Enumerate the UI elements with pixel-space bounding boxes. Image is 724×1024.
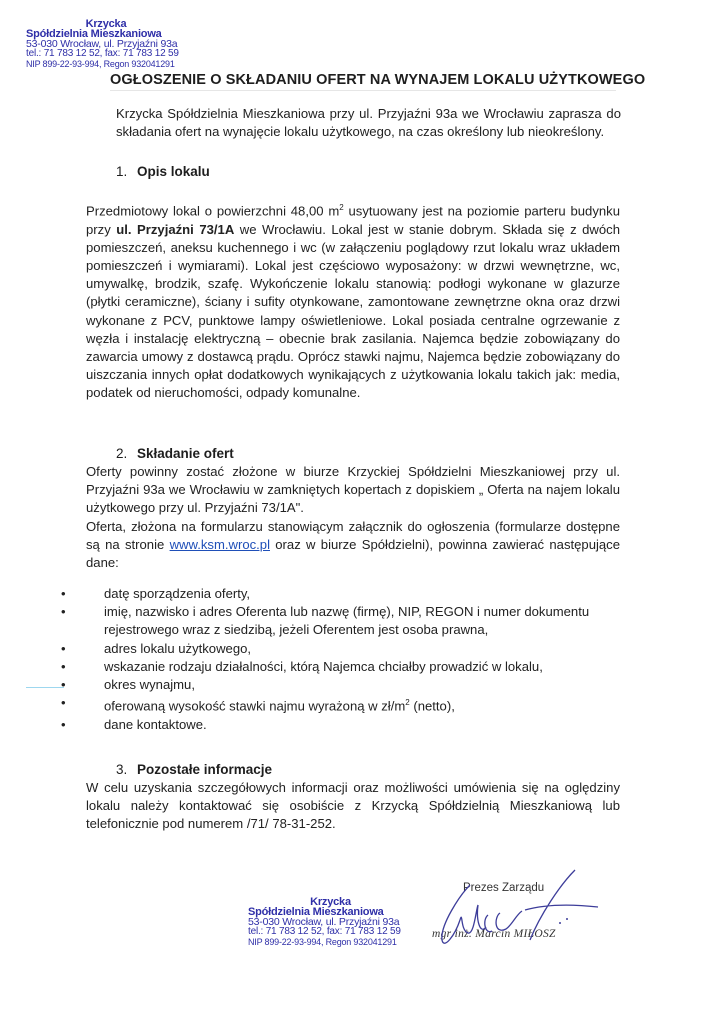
handwritten-signature-icon (430, 865, 600, 955)
section-3-heading (116, 762, 272, 777)
text-run: oraz w biurze Spółdzielni), powinna zawierać następujące dane: (86, 536, 621, 571)
section-label: Składanie ofert (137, 446, 234, 461)
list-item (58, 640, 628, 658)
intro-paragraph: Krzycka Spółdzielnia Mieszkaniowa przy ul. Przyjaźni 93a we Wrocławiu zaprasza do składania ofert na wynajęcie lokalu użytkowego, na czas określony lub nieokreślony. (116, 106, 621, 140)
stamp-line-4: tel.: 71 783 12 52, fax: 71 783 12 59 (26, 48, 179, 59)
section-2-heading (116, 446, 234, 461)
stamp-line-4: tel.: 71 783 12 52, fax: 71 783 12 59 (248, 926, 401, 937)
section-1-paragraph (86, 199, 620, 403)
signature-name: mgr inż. Marcin MIŁOSZ (432, 928, 556, 940)
stamp-line-5: NIP 899-22-93-994, Regon 932041291 (26, 59, 175, 69)
list-item-text: okres wynajmu, (104, 677, 195, 693)
list-item-text: adres lokalu użytkowego, (104, 640, 252, 656)
list-item (58, 603, 628, 639)
section-number: 2. (116, 446, 128, 461)
required-data-list (58, 585, 628, 734)
text-run: Oferta, złożona na formularzu stanowiącym załącznik do ogłoszenia (formularze dostępne są na stronie (86, 518, 620, 552)
text-run: Przedmiotowy lokal o powierzchni 48,00 m (86, 203, 340, 219)
list-item (58, 676, 628, 694)
section-1-heading (116, 164, 210, 179)
list-item (58, 694, 628, 716)
list-item-text: dane kontaktowe. (104, 716, 207, 732)
stamp-line-2: Spółdzielnia Mieszkaniowa (248, 906, 384, 918)
stamp-line-3: 53-030 Wrocław, ul. Przyjaźni 93a (26, 38, 178, 50)
text-run: usytuowany jest na poziomie parteru budynku przy (86, 203, 620, 237)
document-title: OGŁOSZENIE O SKŁADANIU OFERT NA WYNAJEM LOKALU UŻYTKOWEGO (110, 72, 646, 88)
list-item (58, 658, 628, 676)
bullet-icon: • (61, 695, 66, 711)
stamp-line-3: 53-030 Wrocław, ul. Przyjaźni 93a (248, 916, 400, 928)
section-number: 3. (116, 762, 128, 777)
section-3-paragraph: W celu uzyskania szczegółowych informacji oraz możliwości umówienia się na oględziny lokalu należy kontaktować się osobiście z Krzycką Spółdzielnią Mieszkaniową lub telefonicznie pod numerem /71/ 78-31-252. (86, 780, 620, 832)
text-run: we Wrocławiu. Lokal jest w stanie dobrym. Składa się z dwóch pomieszczeń, aneksu kuchennego i wc (w załączeniu poglądowy rzut lokalu wraz układem pomieszczeń i wymiarami). Lokal jest częściowo wyposażony: w drzwi wewnętrzne, wc, umywalkę, brodzik, szafę. Wykończenie lokalu stanowią: podłogi wykonane w glazurze (płytki ceramiczne), ściany i sufity otynkowane, zamontowane zewnętrzne okna oraz drzwi wykonane z PCV, punktowe lampy oświetleniowe. Lokal posiada centralne ogrzewanie z węzła i instalację elektryczną – obecnie brak zasilania. Najemca będzie zobowiązany do zawarcia umowy z dostawcą prądu. Oprócz stawki najmu, Najemca będzie zobowiązany do uiszczania innych opłat dodatkowych wynikających z użytkowania lokalu takich jak: media, podatek od nieruchomości, odpady komunalne. (86, 221, 621, 401)
superscript: 2 (405, 698, 410, 708)
title-divider (110, 90, 616, 91)
section-label: Pozostałe informacje (137, 762, 273, 777)
submission-paragraph: Oferty powinny zostać złożone w biurze Krzyckiej Spółdzielni Mieszkaniowej przy ul. Przyjaźni 93a we Wrocławiu w zamkniętych kopertach z dopiskiem „ Oferta na najem lokalu użytkowego przy ul. Przyjaźni 73/1A". (86, 464, 620, 516)
list-item-text: wskazanie rodzaju działalności, którą Najemca chciałby prowadzić w lokalu, (104, 658, 543, 674)
bullet-icon: • (61, 677, 66, 693)
section-label: Opis lokalu (137, 164, 210, 179)
section-number: 1. (116, 164, 128, 179)
cooperative-stamp-top (26, 19, 186, 69)
website-link[interactable]: www.ksm.wroc.pl (169, 536, 270, 552)
bullet-icon: • (61, 640, 66, 656)
text-run: (netto), (409, 698, 455, 714)
list-item-text: oferowaną wysokość stawki najmu wyrażoną w zł/m (104, 698, 406, 714)
bullet-icon: • (61, 658, 66, 674)
list-item-text: datę sporządzenia oferty, (104, 586, 251, 601)
signature-title: Prezes Zarządu (463, 882, 545, 894)
list-item (58, 716, 628, 734)
stamp-line-5: NIP 899-22-93-994, Regon 932041291 (248, 937, 397, 947)
bullet-icon: • (61, 716, 66, 732)
list-item (58, 585, 628, 603)
superscript: 2 (339, 203, 344, 212)
offer-contents-paragraph (86, 518, 620, 573)
stamp-line-1: Krzycka (85, 18, 127, 30)
cooperative-stamp-bottom (248, 897, 413, 947)
section-2-paragraph (86, 463, 620, 572)
bullet-icon: • (61, 604, 66, 620)
list-item-text: imię, nazwisko i adres Oferenta lub nazwę (firmę), NIP, REGON i numer dokumentu rejestrowego wraz z siedzibą, jeżeli Oferentem jest osoba prawna, (104, 604, 590, 638)
stamp-line-2: Spółdzielnia Mieszkaniowa (26, 28, 162, 40)
bullet-icon: • (61, 586, 66, 601)
stamp-line-1: Krzycka (310, 896, 351, 908)
address-bold: ul. Przyjaźni 73/1A (116, 221, 235, 237)
